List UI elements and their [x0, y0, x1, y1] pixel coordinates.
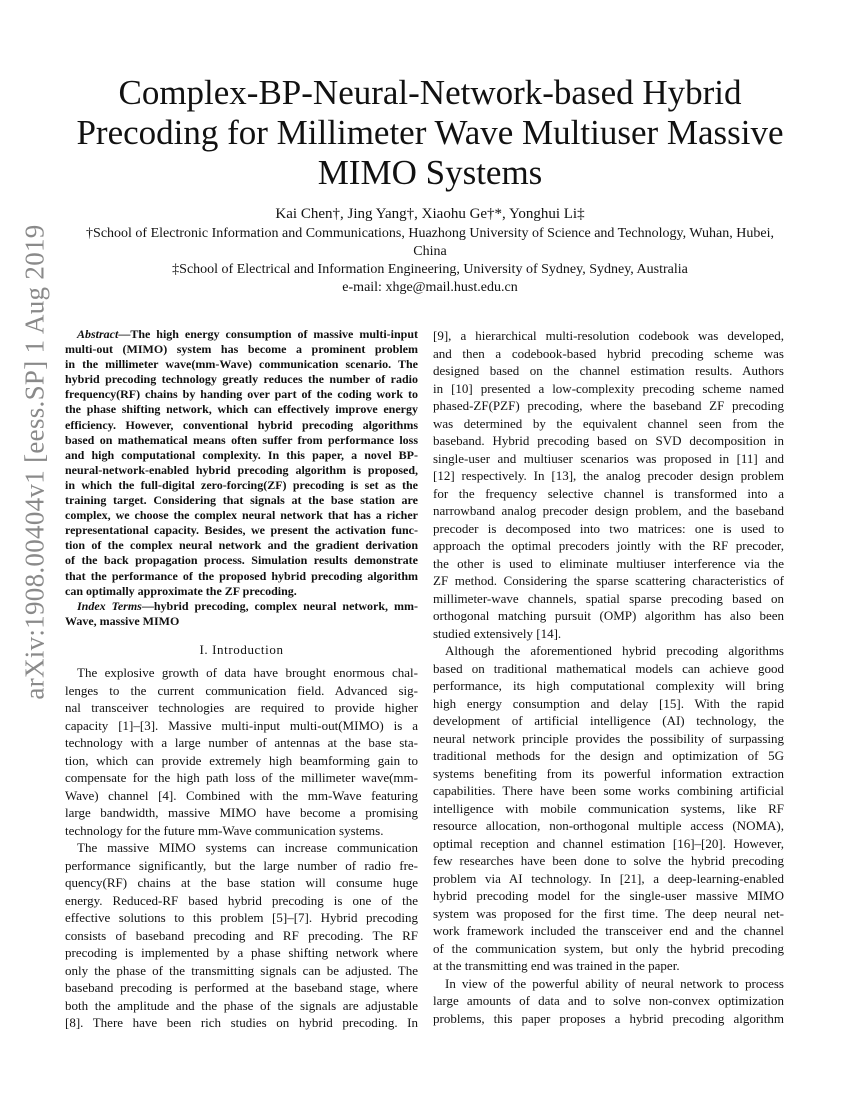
paragraph: [433, 327, 784, 642]
text-line: development of artificial intelligence (AI) technology, the: [433, 713, 784, 728]
text-line: [8]. There have been rich studies on hybrid precoding. In: [65, 1015, 418, 1031]
text-line: phased-ZF(PZF) precoding, where the baseband ZF precoding: [433, 398, 784, 413]
arxiv-identifier: arXiv:1908.00404v1 [eess.SP] 1 Aug 2019: [19, 224, 50, 700]
text-line: large bandwidth, massive MIMO have become a promising: [65, 805, 418, 821]
abstract-line: that the performance of the proposed hybrid precoding algorithm: [65, 568, 418, 583]
text-line: The explosive growth of data have brought enormous chal-: [77, 665, 418, 681]
abstract-line: frequency(RF) chains by handing over part of the coding work to: [65, 387, 418, 402]
paragraph: [433, 642, 784, 975]
paper-title: [70, 73, 790, 193]
text-line: narrowband analog precoder design problem, and the baseband: [433, 503, 784, 518]
affiliation-1-line-1: †School of Electronic Information and Communications, Huazhong University of Science and Technology, Wuhan, Hubei,: [86, 226, 774, 241]
text-line: precoding is implemented by a phase shifting network where: [65, 945, 418, 961]
abstract-line: efficiency. However, conventional hybrid precoding algorithms: [65, 417, 418, 432]
abstract-first-rest: —The high energy consumption of massive multi-input: [118, 327, 418, 341]
abstract-line: of the back propagation process. Simulation results demonstrate: [65, 553, 418, 568]
text-line: Wave) channel [4]. Combined with the mm-Wave featuring: [65, 787, 418, 803]
abstract-lines: [65, 342, 418, 599]
text-line: nal transceiver technologies are required to provide higher: [65, 700, 418, 716]
text-line: energy. Reduced-RF based hybrid precoding is one of the: [65, 892, 418, 908]
abstract-line: neural-network-enabled hybrid precoding algorithm is proposed,: [65, 462, 418, 477]
title-line-2: Precoding for Millimeter Wave Multiuser Massive: [76, 113, 784, 152]
text-line: Although the aforementioned hybrid precoding algorithms: [445, 643, 784, 658]
text-line: systems benefiting from its powerful information extraction: [433, 765, 784, 781]
text-line: performance, its high computational complexity will bring: [433, 678, 784, 693]
abstract-line: can optimally approximate the ZF precoding.: [65, 583, 297, 598]
abstract-line: training target. Considering that signals at the base station are: [65, 493, 418, 508]
abstract-label: Abstract: [77, 327, 119, 341]
abstract-line: complex, we choose the complex neural network that has a richer: [65, 508, 418, 523]
text-line: performance significantly, but the large number of radio fre-: [65, 857, 418, 873]
text-line: designed based on the channel estimation results. Authors: [433, 363, 784, 378]
text-line: problems, this paper proposes a hybrid precoding algorithm: [433, 1010, 784, 1026]
index-terms-label: Index Terms: [77, 598, 142, 613]
text-line: baseband precoding is performed at the baseband stage, where: [65, 980, 418, 996]
text-line: both the amplitude and the phase of the signals are adjustable: [65, 997, 418, 1013]
abstract-line-first: [65, 327, 418, 342]
section-heading-introduction: I. Introduction: [199, 641, 284, 657]
text-line: In view of the powerful ability of neural network to process: [445, 975, 784, 991]
text-line: traditional methods for the design and optimization of 5G: [433, 748, 784, 763]
affiliation-2: ‡School of Electrical and Information Engineering, University of Sydney, Sydney, Australia: [172, 262, 688, 277]
text-line: for the frequency selective channel is transformed into a: [433, 485, 784, 501]
paragraph: [433, 975, 784, 1028]
abstract-line: in which the full-digital zero-forcing(ZF) precoding is set as the: [65, 477, 418, 492]
author-email: e-mail: xhge@mail.hust.edu.cn: [342, 280, 518, 295]
text-line: intelligence with mobile communication systems, like RF: [433, 800, 784, 816]
text-line: high energy consumption and delay [15]. With the rapid: [433, 695, 784, 711]
text-line: [12] respectively. In [13], the analog precoder design problem: [433, 468, 784, 483]
text-line: neural network principle provides the possibility of surpassing: [433, 730, 784, 746]
abstract-line: in the millimeter wave(mm-Wave) communication scenario. The: [65, 357, 418, 372]
text-line: approach the optimal precoders jointly with the RF precoder,: [433, 538, 784, 553]
text-line: quency(RF) chains at the base station will consume huge: [65, 875, 418, 891]
abstract-line: and high computational complexity. In this paper, a novel BP-: [65, 447, 418, 462]
paragraph: [65, 839, 418, 1032]
text-line: consists of baseband precoding and RF precoding. The RF: [65, 927, 418, 943]
index-terms-first-rest: —hybrid precoding, complex neural network, mm-: [141, 598, 418, 613]
right-paragraphs: [433, 327, 784, 1027]
arxiv-sidebar-stamp: [14, 224, 56, 700]
text-line: large amounts of data and to solve non-convex optimization: [433, 993, 784, 1008]
text-line: capacity [1]–[3]. Massive multi-input multi-out(MIMO) is a: [65, 717, 418, 733]
left-column: [65, 327, 418, 1032]
abstract: [65, 327, 418, 629]
text-line: in [10] presented a low-complexity precoding scheme named: [433, 380, 784, 396]
text-line: resource allocation, non-orthogonal multiple access (NOMA),: [433, 818, 784, 833]
text-line: capabilities. There have been some works combining artificial: [433, 783, 784, 798]
index-terms-line-2: Wave, massive MIMO: [65, 613, 180, 628]
text-line: only the phase of the transmitting signals can be adjusted. The: [65, 962, 418, 978]
text-line: technology for the future mm-Wave communication systems.: [65, 822, 384, 838]
text-line: tion, which can provide extremely high beamforming gain to: [65, 752, 418, 768]
text-line: millimeter-wave channels, spatial sparse precoding based on: [433, 590, 784, 606]
text-line: precoder is decomposed into two matrices: one is used to: [433, 520, 784, 536]
text-line: orthogonal matching pursuit (OMP) algorithm has also been: [433, 608, 784, 623]
abstract-line: hybrid precoding technology greatly reduces the number of radio: [65, 372, 418, 387]
right-column: [433, 327, 784, 1027]
paragraph: [65, 664, 418, 839]
text-line: the other is used to eliminate multiuser interference via the: [433, 555, 784, 571]
text-line: effective solutions to this problem [5]–[7]. Hybrid precoding: [65, 910, 418, 926]
affiliation-1-line-2: China: [413, 244, 447, 259]
index-terms-line-first: [65, 599, 418, 614]
text-line: The massive MIMO systems can increase communication: [77, 840, 418, 856]
abstract-line: tion of the complex neural network and the gradient derivation: [65, 538, 418, 553]
abstract-line: based on mathematical means often suffer from performance loss: [65, 432, 418, 447]
title-line-1: Complex-BP-Neural-Network-based Hybrid: [118, 73, 742, 112]
text-line: studied extensively [14].: [433, 625, 562, 641]
text-line: lenges to the current communication field. Advanced sig-: [65, 682, 418, 698]
text-line: work framework included the transceiver end and the channel: [433, 923, 784, 938]
text-line: and then a codebook-based hybrid precoding scheme was: [433, 345, 784, 361]
abstract-line: representational capacity. Besides, we present the activation func-: [65, 523, 418, 538]
text-line: based on traditional mathematical models can achieve good: [433, 660, 784, 676]
text-line: was determined by the equivalent channel seen from the: [433, 415, 784, 431]
text-line: technology with a large number of antennas at the base sta-: [65, 735, 418, 751]
author-block: [70, 205, 790, 297]
abstract-line: the phase shifting network, which can effectively improve energy: [65, 402, 418, 417]
title-line-3: MIMO Systems: [317, 153, 543, 192]
text-line: hybrid precoding model for the single-user massive MIMO: [433, 888, 784, 903]
text-line: baseband. Hybrid precoding based on SVD decomposition in: [433, 433, 784, 448]
text-line: compensate for the high path loss of the millimeter wave(mm-: [65, 770, 418, 786]
text-line: problem via AI technology. In [21], a deep-learning-enabled: [433, 870, 784, 886]
intro-paragraphs: [65, 664, 418, 1032]
text-line: of the communication system, but only the hybrid precoding: [433, 940, 784, 956]
text-line: [9], a hierarchical multi-resolution codebook was developed,: [433, 328, 784, 343]
text-line: few researches have been done to solve the hybrid precoding: [433, 853, 784, 868]
text-line: ZF method. Considering the sparse scattering characteristics of: [433, 573, 784, 588]
text-line: optimal reception and channel estimation [16]–[20]. However,: [433, 835, 784, 851]
author-names: Kai Chen†, Jing Yang†, Xiaohu Ge†*, Yonghui Li‡: [275, 206, 585, 222]
text-line: single-user and multiuser scenarios was proposed in [11] and: [433, 450, 784, 466]
text-line: at the transmitting end was trained in the paper.: [433, 958, 680, 973]
text-line: system was proposed for the first time. The deep neural net-: [433, 905, 784, 921]
abstract-line: multi-out (MIMO) system has become a prominent problem: [65, 342, 418, 357]
